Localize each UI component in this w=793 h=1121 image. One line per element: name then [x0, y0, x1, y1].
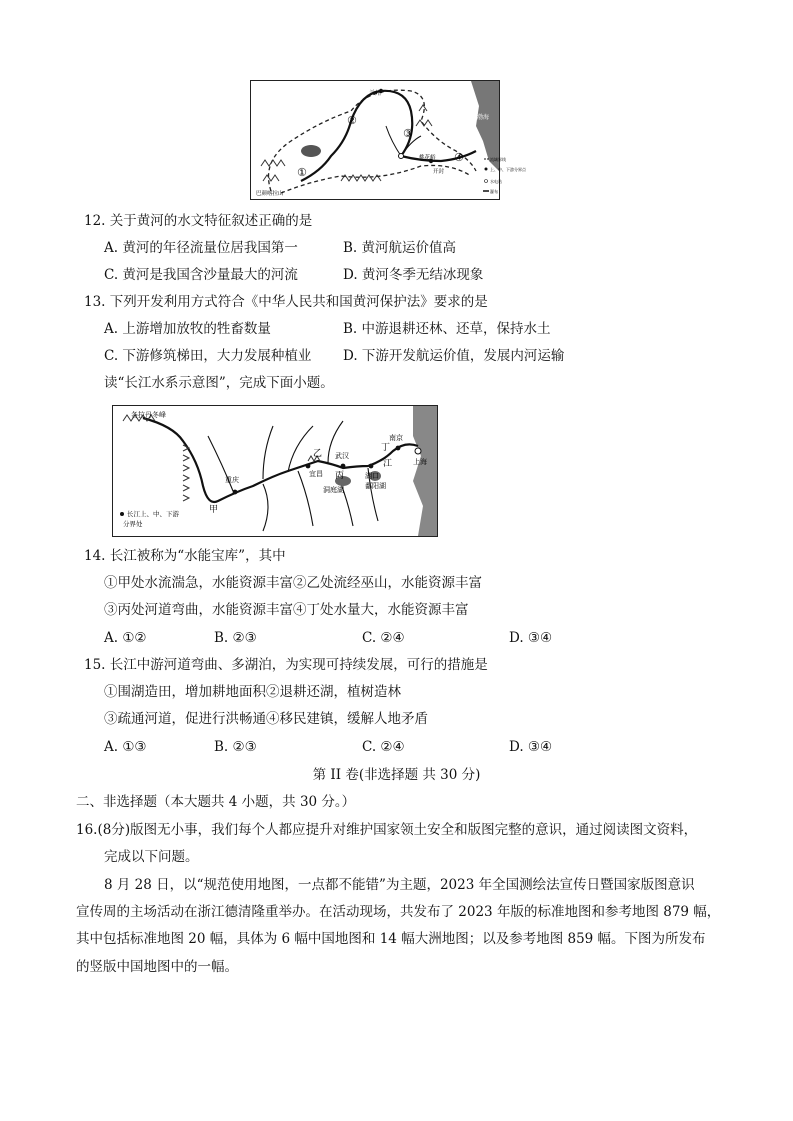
- city-a-label: 桃花峪: [419, 155, 436, 161]
- shanghai-dot: [415, 448, 421, 454]
- q13-option-c[interactable]: C. 下游修筑梯田，大力发展种植业: [104, 348, 312, 364]
- legend-line2: 分界处: [123, 520, 143, 528]
- mountain-symbols: [261, 160, 285, 181]
- sea-label: 渤海: [477, 114, 490, 121]
- tributary: [263, 426, 273, 479]
- mountain-symbols: [416, 105, 432, 126]
- hydropower-station: [399, 154, 404, 159]
- q15-stem: 15. 长江中游河道弯曲、多湖泊，为实现可持续发展，可行的措施是: [84, 657, 488, 673]
- chongqing-dot: [233, 490, 238, 495]
- q14-statement-line2: ③丙处河道弯曲，水能资源丰富④丁处水量大，水能资源丰富: [104, 602, 469, 618]
- q12-option-c[interactable]: C. 黄河是我国含沙量最大的河流: [104, 267, 298, 283]
- tributary: [386, 126, 401, 156]
- sea-shape: [413, 406, 437, 536]
- nanjing-label: 南京: [389, 434, 403, 442]
- ding-label: 丁: [381, 443, 391, 453]
- q15-statement-line1: ①围湖造田，增加耕地面积②退耕还湖，植树造林: [104, 684, 401, 700]
- q15-option-d[interactable]: D. ③④: [509, 739, 553, 755]
- tributary: [263, 484, 268, 531]
- section-title: 第 II 卷(非选择题 共 30 分): [312, 767, 481, 783]
- hengduan-mountains: [183, 445, 189, 501]
- q16-para-line4: 的竖版中国地图中的一幅。: [76, 959, 238, 975]
- yellow-river-map: [250, 80, 526, 200]
- legend-dot: [120, 512, 124, 516]
- q16-para-line3: 其中包括标准地图 20 幅，具体为 6 幅中国地图和 14 幅大洲地图；以及参考地图 859 幅。下图为所发布: [76, 931, 706, 947]
- q16-stem-line1: 16.(8分)版图无小事，我们每个人都应提升对维护国家领土安全和版图完整的意识，通过阅读图文资料，: [76, 822, 698, 838]
- q15-option-b[interactable]: B. ②③: [214, 739, 257, 755]
- legend-line1: 长江上、中、下游: [127, 510, 179, 518]
- q14-statement-line1: ①甲处水流湍急，水能资源丰富②乙处流经巫山，水能资源丰富: [104, 575, 482, 591]
- shanghai-label: 上海: [413, 458, 427, 466]
- q14-stem: 14. 长江被称为“水能宝库”，其中: [84, 548, 286, 564]
- q15-statement-line2: ③疏通河道，促进行洪畅通④移民建镇，缓解人地矛盾: [104, 711, 428, 727]
- part2-heading: 二、非选择题（本大题共 4 小题，共 30 分。）: [76, 794, 356, 810]
- map2-intro: 读“长江水系示意图”，完成下面小题。: [104, 375, 334, 391]
- q16-para-line1: 8 月 28 日，以“规范使用地图，一点都不能错”为主题，2023 年全国测绘法宣传日暨国家版图意识: [104, 877, 695, 893]
- q13-stem: 13. 下列开发利用方式符合《中华人民共和国黄河保护法》要求的是: [84, 294, 488, 310]
- tributary: [298, 471, 313, 526]
- q14-option-c[interactable]: C. ②④: [362, 630, 405, 646]
- marker-3: ③: [403, 127, 413, 140]
- svg-text:流域界线: 流域界线: [490, 157, 506, 162]
- yichang-dot: [306, 464, 311, 469]
- city-top-label: 兰州: [369, 90, 382, 97]
- dongting-label: 洞庭湖: [323, 486, 344, 494]
- marker-4: ④: [454, 151, 464, 164]
- yichang-label: 宜昌: [309, 470, 323, 478]
- q12-option-d[interactable]: D. 黄河冬季无结冰现象: [343, 267, 484, 283]
- marker-1: ①: [297, 166, 307, 179]
- hukou-label: 湖口: [365, 472, 379, 480]
- jiang-label: 江: [383, 459, 393, 469]
- mountain-label: 巴颜喀拉山: [256, 191, 284, 197]
- hukou-dot: [369, 464, 374, 469]
- map1-legend: [483, 156, 527, 194]
- q12-stem: 12. 关于黄河的水文特征叙述正确的是: [84, 213, 313, 229]
- lake-shape: [301, 145, 321, 157]
- yangtze-river-map: [112, 405, 438, 537]
- q16-stem-line2: 完成以下问题。: [104, 849, 199, 865]
- q12-option-a[interactable]: A. 黄河的年径流量位居我国第一: [104, 240, 298, 256]
- svg-text:上、中、下游分界点: 上、中、下游分界点: [490, 167, 526, 172]
- q14-option-d[interactable]: D. ③④: [509, 630, 553, 646]
- yellow-river-line: [301, 91, 476, 181]
- yi-label: 乙: [313, 449, 323, 459]
- svg-text:瀑布: 瀑布: [490, 189, 498, 194]
- jia-label: 甲: [209, 505, 219, 515]
- bing-label: 丙: [335, 471, 345, 481]
- q15-option-a[interactable]: A. ①③: [104, 739, 147, 755]
- q12-option-b[interactable]: B. 黄河航运价值高: [343, 240, 457, 256]
- svg-text:水电站: 水电站: [490, 179, 502, 184]
- q13-option-a[interactable]: A. 上游增加放牧的牲畜数量: [104, 321, 271, 337]
- q14-option-a[interactable]: A. ①②: [104, 630, 147, 646]
- peak-label: 各拉丹冬峰: [131, 411, 166, 419]
- marker-2: ②: [347, 114, 357, 127]
- q13-option-d[interactable]: D. 下游开发航运价值，发展内河运输: [343, 348, 565, 364]
- nanjing-dot: [396, 446, 401, 451]
- wuhan-label: 武汉: [335, 452, 349, 460]
- chongqing-label: 重庆: [225, 476, 239, 484]
- q13-option-b[interactable]: B. 中游退耕还林、还草，保持水土: [343, 321, 551, 337]
- city-b-label: 开封: [433, 169, 445, 175]
- poyang-label: 鄱阳湖: [365, 482, 386, 490]
- q14-option-b[interactable]: B. ②③: [214, 630, 257, 646]
- mountain-symbols: [341, 175, 381, 181]
- q15-option-c[interactable]: C. ②④: [362, 739, 405, 755]
- q16-para-line2: 宣传周的主场活动在浙江德清隆重举办。在活动现场，共发布了 2023 年版的标准地图和参考地图 879 幅，: [76, 904, 721, 920]
- wuhan-dot: [341, 464, 346, 469]
